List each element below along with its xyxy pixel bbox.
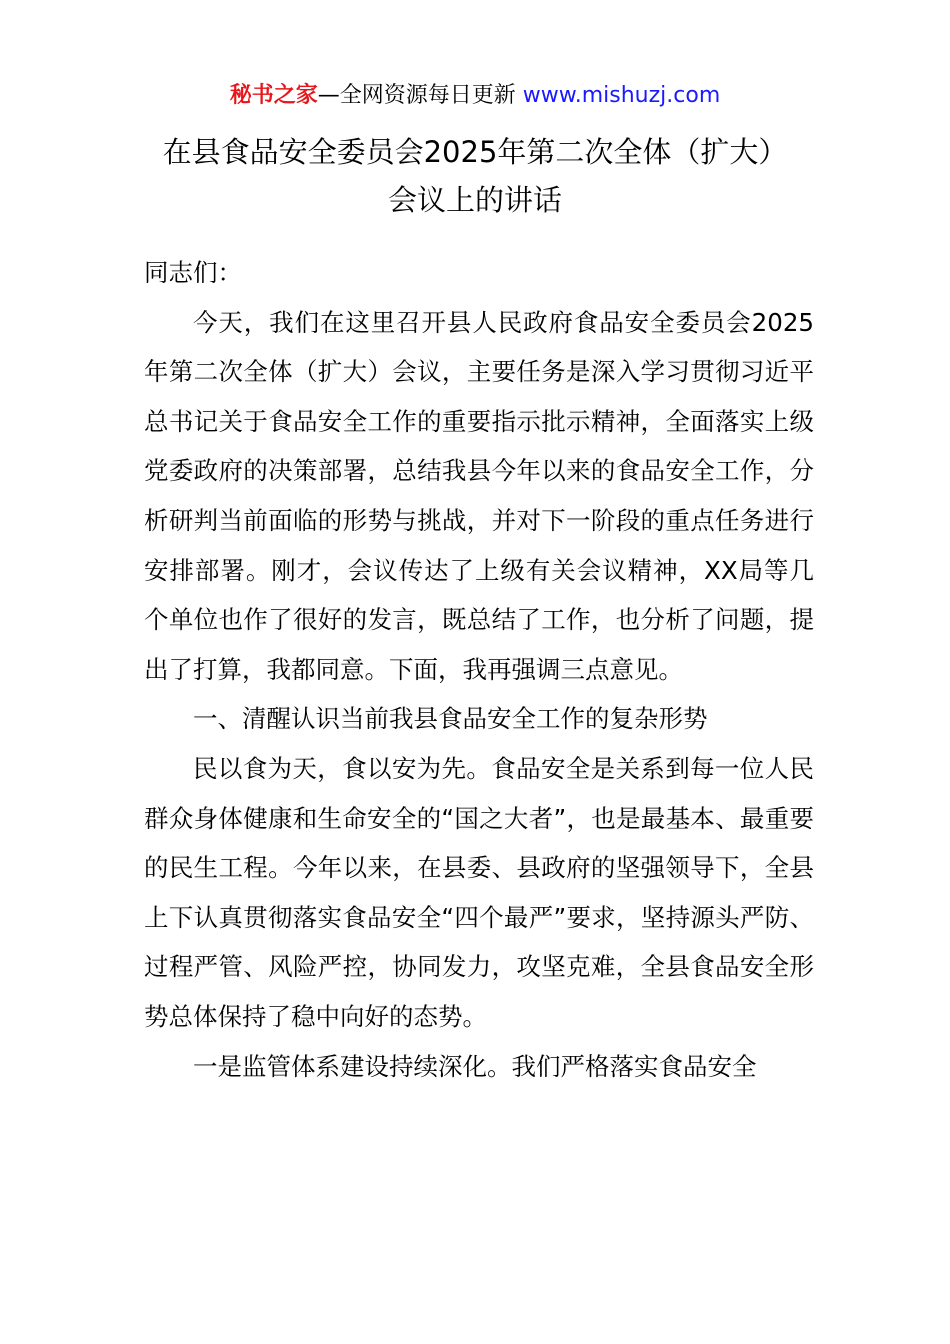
paragraph-intro: 今天，我们在这里召开县人民政府食品安全委员会2025年第二次全体（扩大）会议，主要任务是深入学习贯彻习近平总书记关于食品安全工作的重要指示批示精神，全面落实上级党委政府的决策部署，总结我县今年以来的食品安全工作，分析研判当前面临的形势与挑战，并对下一阶段的重点任务进行安排部署。刚才，会议传达了上级有关会议精神，XX局等几个单位也作了很好的发言，既总结了工作，也分析了问题，提出了打算，我都同意。下面，我再强调三点意见。 [144, 307, 814, 684]
title-line-2: 会议上的讲话 [387, 183, 562, 217]
document-body [144, 248, 814, 1091]
site-header [0, 80, 950, 112]
document-title [120, 128, 830, 224]
site-url-link[interactable]: www.mishuzj.com [522, 83, 721, 108]
brand-name: 秘书之家 [229, 83, 318, 108]
salutation: 同志们： [144, 258, 242, 287]
paragraph-point-1: 一是监管体系建设持续深化。我们严格落实食品安全 [193, 1051, 757, 1081]
paragraph-situation: 民以食为天，食以安为先。食品安全是关系到每一位人民群众身体健康和生命安全的“国之大者”，也是最基本、最重要的民生工程。今年以来，在县委、县政府的坚强领导下，全县上下认真贯彻落实食品安全“四个最严”要求，坚持源头严防、过程严管、风险严控，协同发力，攻坚克难，全县食品安全形势总体保持了稳中向好的态势。 [144, 753, 814, 1031]
header-tagline: —全网资源每日更新 [317, 83, 523, 108]
title-line-1: 在县食品安全委员会2025年第二次全体（扩大） [162, 135, 788, 169]
section-heading-1: 一、清醒认识当前我县食品安全工作的复杂形势 [193, 704, 708, 734]
